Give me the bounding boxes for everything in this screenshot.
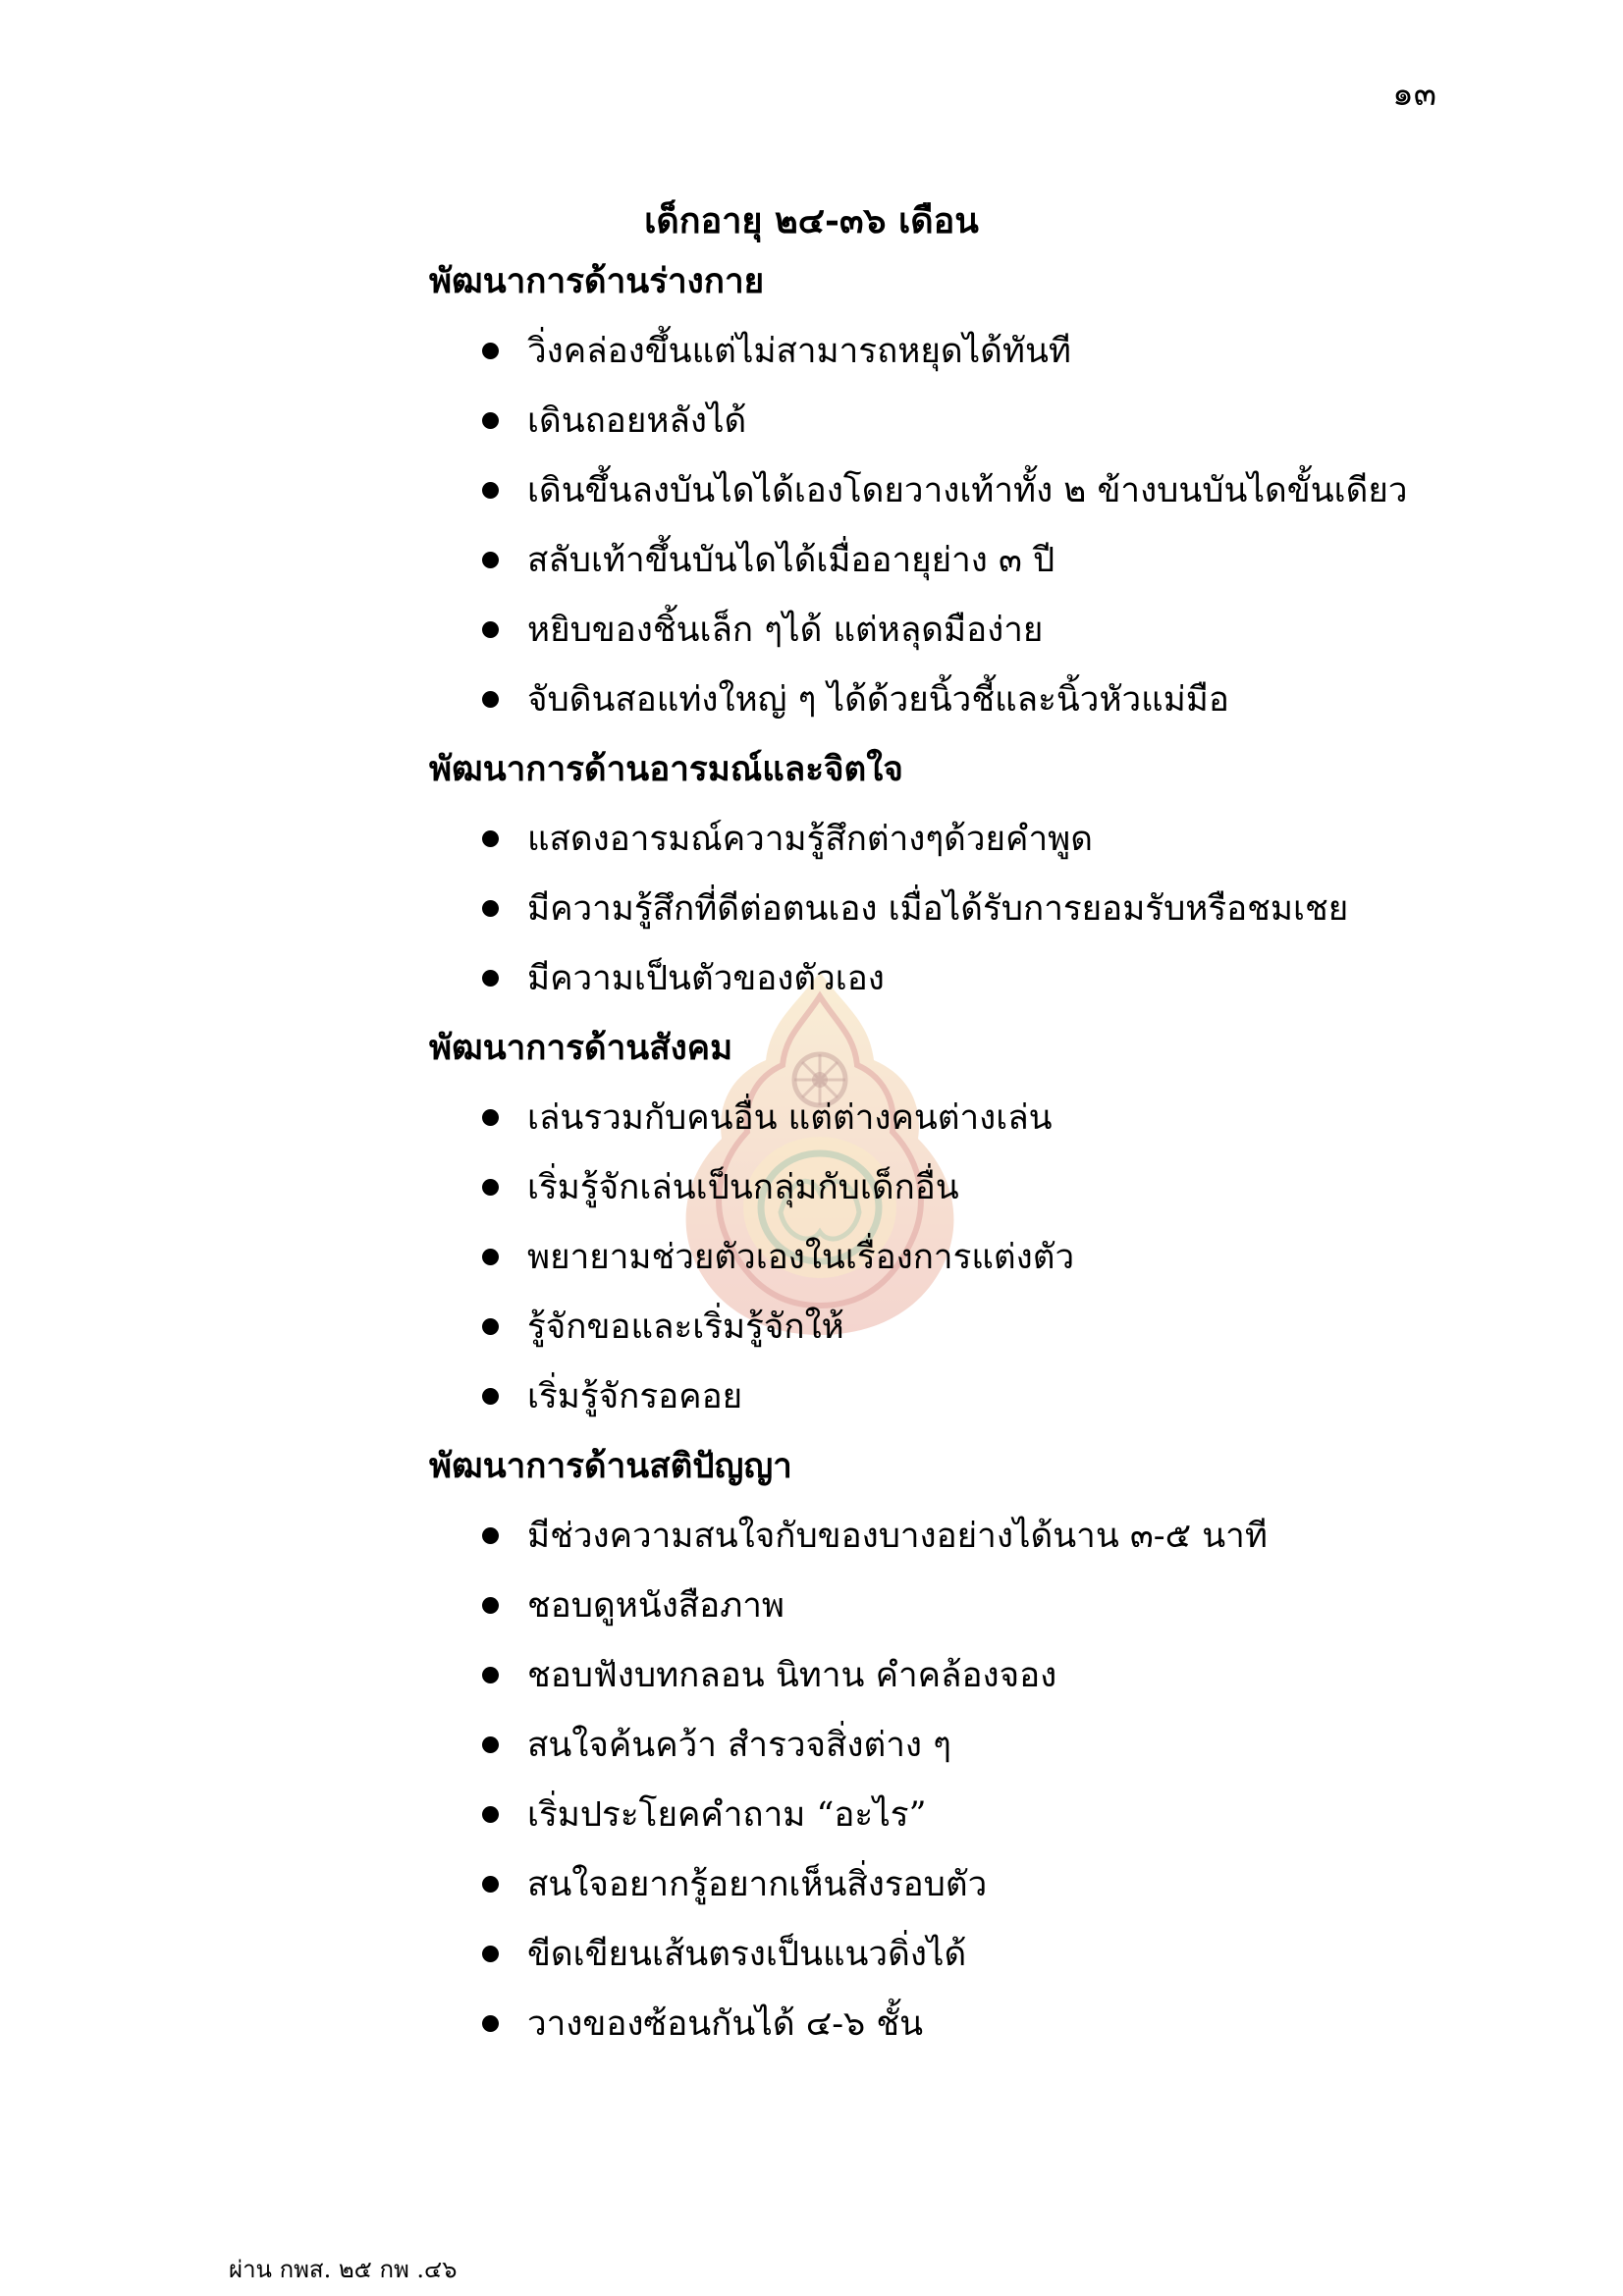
bullet-icon (482, 552, 499, 568)
bullet-icon (482, 1876, 499, 1893)
list-item (429, 1094, 1470, 1163)
section-heading: พัฒนาการด้านอารมณ์และจิตใจ (429, 749, 903, 789)
bullet-icon (482, 1736, 499, 1753)
bullet-icon (482, 482, 499, 499)
bullet-icon (482, 1318, 499, 1335)
list-item (429, 1651, 1470, 1721)
page-number: ๑๓ (1392, 75, 1436, 114)
list-item (429, 1303, 1470, 1372)
list-item-text: สนใจอยากรู้อยากเห็นสิ่งรอบตัว (527, 1865, 988, 1904)
list-item (429, 1860, 1470, 1930)
list-item-text: เริ่มรู้จักเล่นเป็นกลุ่มกับเด็กอื่น (527, 1168, 959, 1207)
section-intellectual (429, 1442, 1470, 2069)
page-title: เด็กอายุ ๒๔-๓๖ เดือน (644, 200, 979, 241)
list-item (429, 397, 1470, 466)
list-item (429, 1372, 1470, 1442)
bullet-icon (482, 1597, 499, 1614)
bullet-icon (482, 1667, 499, 1683)
list-item (429, 1512, 1470, 1581)
list-item-text: สนใจค้นคว้า สำรวจสิ่งต่าง ๆ (527, 1726, 951, 1765)
list-item-text: วิ่งคล่องขึ้นแต่ไม่สามารถหยุดได้ทันที (527, 332, 1071, 371)
section-physical (429, 257, 1470, 745)
list-item-text: ชอบดูหนังสือภาพ (527, 1586, 784, 1626)
list-item (429, 815, 1470, 884)
list-item-text: เล่นรวมกับคนอื่น แต่ต่างคนต่างเล่น (527, 1098, 1053, 1138)
section-heading: พัฒนาการด้านสติปัญญา (429, 1446, 792, 1486)
list-item (429, 675, 1470, 745)
list-item-text: หยิบของชิ้นเล็ก ๆได้ แต่หลุดมือง่าย (527, 611, 1044, 650)
list-item (429, 1790, 1470, 1860)
list-item (429, 606, 1470, 675)
list-item (429, 536, 1470, 606)
list-item-text: มีความรู้สึกที่ดีต่อตนเอง เมื่อได้รับการยอมรับหรือชมเชย (527, 889, 1349, 929)
section-heading: พัฒนาการด้านร่างกาย (429, 261, 765, 301)
list-item (429, 884, 1470, 954)
footer-approval-note: ผ่าน กพส. ๒๕ กพ .๔๖ (229, 2256, 458, 2283)
bullet-icon (482, 830, 499, 847)
section-social (429, 1024, 1470, 1442)
list-item (429, 1930, 1470, 2000)
list-item (429, 1721, 1470, 1790)
section-emotional (429, 745, 1470, 1024)
list-item-text: เดินถอยหลังได้ (527, 401, 747, 441)
bullet-icon (482, 1179, 499, 1196)
section-heading: พัฒนาการด้านสังคม (429, 1028, 733, 1068)
list-item-text: มีความเป็นตัวของตัวเอง (527, 959, 885, 998)
list-item-text: สลับเท้าขึ้นบันไดได้เมื่ออายุย่าง ๓ ปี (527, 541, 1055, 580)
bullet-icon (482, 621, 499, 638)
bullet-icon (482, 343, 499, 359)
bullet-icon (482, 970, 499, 987)
bullet-icon (482, 1527, 499, 1544)
list-item-text: ชอบฟังบทกลอน นิทาน คำคล้องจอง (527, 1656, 1057, 1695)
list-item (429, 327, 1470, 397)
list-item-text: มีช่วงความสนใจกับของบางอย่างได้นาน ๓-๕ นาที (527, 1517, 1268, 1556)
list-item-text: แสดงอารมณ์ความรู้สึกต่างๆด้วยคำพูด (527, 820, 1093, 859)
bullet-icon (482, 1946, 499, 1962)
document-body (429, 257, 1470, 2069)
list-item-text: จับดินสอแท่งใหญ่ ๆ ได้ด้วยนิ้วชี้และนิ้วหัวแม่มือ (527, 680, 1229, 720)
list-item-text: วางของซ้อนกันได้ ๔-๖ ชั้น (527, 2004, 924, 2044)
list-item (429, 2000, 1470, 2069)
list-item (429, 1581, 1470, 1651)
list-item (429, 466, 1470, 536)
list-item-text: เริ่มรู้จักรอคอย (527, 1377, 743, 1416)
list-item-text: พยายามช่วยตัวเองในเรื่องการแต่งตัว (527, 1238, 1075, 1277)
bullet-icon (482, 1806, 499, 1823)
bullet-icon (482, 900, 499, 917)
bullet-icon (482, 2015, 499, 2032)
list-item-text: ขีดเขียนเส้นตรงเป็นแนวดิ่งได้ (527, 1935, 967, 1974)
list-item-text: รู้จักขอและเริ่มรู้จักให้ (527, 1308, 844, 1347)
bullet-icon (482, 1249, 499, 1265)
bullet-icon (482, 412, 499, 429)
list-item-text: เริ่มประโยคคำถาม “อะไร” (527, 1795, 927, 1835)
bullet-icon (482, 1388, 499, 1405)
list-item (429, 954, 1470, 1024)
list-item-text: เดินขึ้นลงบันไดได้เองโดยวางเท้าทั้ง ๒ ข้างบนบันไดขั้นเดียว (527, 471, 1408, 510)
bullet-icon (482, 1109, 499, 1126)
list-item (429, 1233, 1470, 1303)
bullet-icon (482, 691, 499, 708)
list-item (429, 1163, 1470, 1233)
